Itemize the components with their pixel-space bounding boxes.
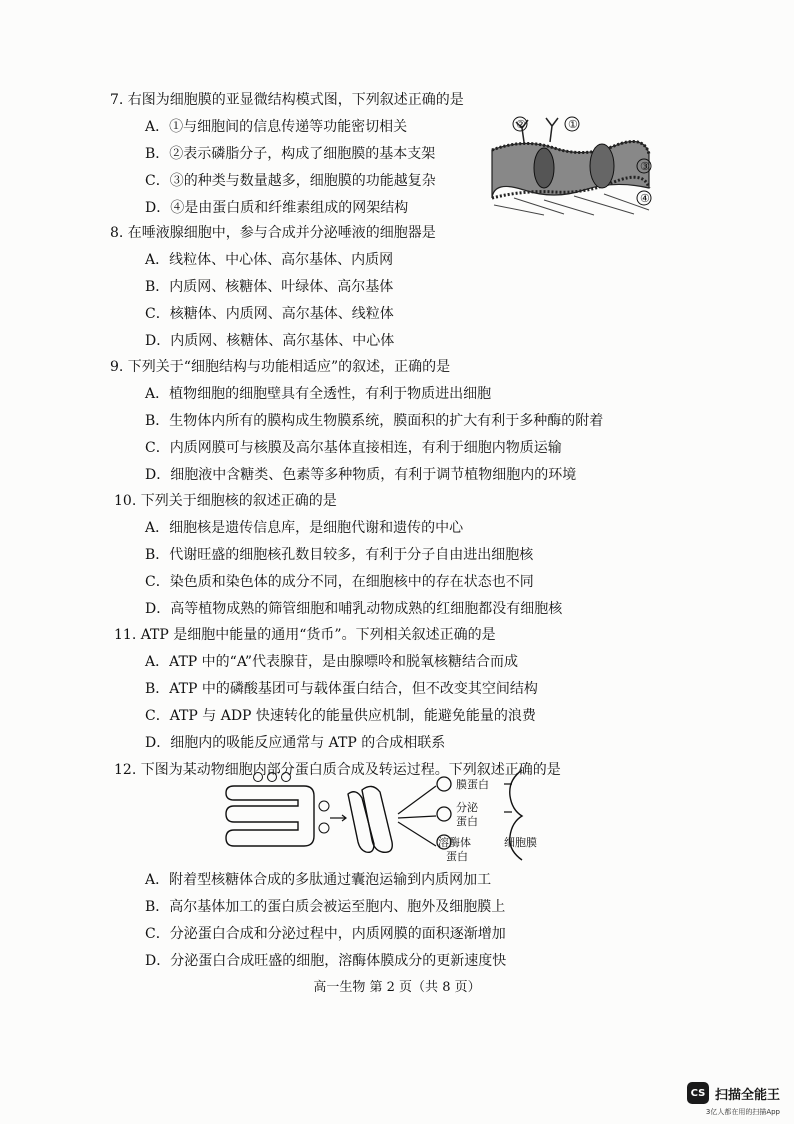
fig7-label-3: ③ [640,160,650,173]
q12-stem: 12. 下图为某动物细胞内部分蛋白质合成及转运过程。下列叙述正确的是 [114,762,561,778]
q9-option-a: A．植物细胞的细胞壁具有全透性，有利于物质进出细胞 [145,386,492,402]
scanner-name: 扫描全能王 [714,1087,780,1103]
q9-stem: 9. 下列关于“细胞结构与功能相适应”的叙述，正确的是 [110,359,451,375]
q8-option-c: C．核糖体、内质网、高尔基体、线粒体 [145,306,394,322]
fig12-label-lysosome: 溶酶体 [438,836,471,849]
page-footer: 高一生物 第 2 页（共 8 页） [313,980,481,995]
q9-option-d: D．细胞液中含糖类、色素等多种物质，有利于调节植物细胞内的环境 [145,467,577,483]
fig7-label-4: ④ [640,192,650,205]
q10-option-a: A．细胞核是遗传信息库，是细胞代谢和遗传的中心 [145,520,464,536]
scanner-tagline: 3亿人都在用的扫描App [705,1108,780,1116]
fig12-label-secreted-1: 分泌 [456,801,478,814]
q11-option-c: C．ATP 与 ADP 快速转化的能量供应机制，能避免能量的浪费 [145,708,536,724]
q8-option-d: D．内质网、核糖体、高尔基体、中心体 [145,333,395,349]
protein-transport-figure [222,766,562,864]
q9-option-b: B．生物体内所有的膜构成生物膜系统，膜面积的扩大有利于多种酶的附着 [145,413,604,429]
q12-option-d: D．分泌蛋白合成旺盛的细胞，溶酶体膜成分的更新速度快 [145,953,507,969]
q10-option-d: D．高等植物成熟的筛管细胞和哺乳动物成熟的红细胞都没有细胞核 [145,601,563,617]
q7-option-b: B．②表示磷脂分子，构成了细胞膜的基本支架 [145,146,436,162]
q11-option-a: A．ATP 中的“A”代表腺苷，是由腺嘌呤和脱氧核糖结合而成 [145,654,519,670]
fig12-label-cell-membrane: 细胞膜 [504,836,537,849]
q8-stem: 8. 在唾液腺细胞中，参与合成并分泌唾液的细胞器是 [110,225,436,241]
q11-option-b: B．ATP 中的磷酸基团可与载体蛋白结合，但不改变其空间结构 [145,681,538,697]
membrane-figure [484,110,664,220]
q12-option-c: C．分泌蛋白合成和分泌过程中，内质网膜的面积逐渐增加 [145,926,506,942]
q7-option-c: C．③的种类与数量越多，细胞膜的功能越复杂 [145,173,436,189]
q8-option-a: A．线粒体、中心体、高尔基体、内质网 [145,252,394,268]
q10-stem: 10. 下列关于细胞核的叙述正确的是 [114,493,337,509]
q10-option-b: B．代谢旺盛的细胞核孔数目较多，有利于分子自由进出细胞核 [145,547,534,563]
q7-stem: 7. 右图为细胞膜的亚显微结构模式图，下列叙述正确的是 [110,92,464,108]
q10-option-c: C．染色质和染色体的成分不同，在细胞核中的存在状态也不同 [145,574,534,590]
fig12-label-protein: 蛋白 [446,850,468,863]
q7-option-d: D．④是由蛋白质和纤维素组成的网架结构 [145,200,409,216]
q7-option-a: A．①与细胞间的信息传递等功能密切相关 [145,119,408,135]
scanner-badge-icon: CS [687,1082,709,1104]
fig7-label-2: ② [516,118,526,131]
fig12-label-membrane-protein: 膜蛋白 [456,778,489,791]
q8-option-b: B．内质网、核糖体、叶绿体、高尔基体 [145,279,394,295]
fig12-label-secreted-2: 蛋白 [456,815,478,828]
q9-option-c: C．内质网膜可与核膜及高尔基体直接相连，有利于细胞内物质运输 [145,440,562,456]
q11-option-d: D．细胞内的吸能反应通常与 ATP 的合成相联系 [145,735,446,751]
fig7-label-1: ① [568,118,578,131]
scanner-logo [687,1082,780,1104]
q12-option-b: B．高尔基体加工的蛋白质会被运至胞内、胞外及细胞膜上 [145,899,506,915]
q12-option-a: A．附着型核糖体合成的多肽通过囊泡运输到内质网加工 [145,872,492,888]
q11-stem: 11. ATP 是细胞中能量的通用“货币”。下列相关叙述正确的是 [114,627,496,643]
